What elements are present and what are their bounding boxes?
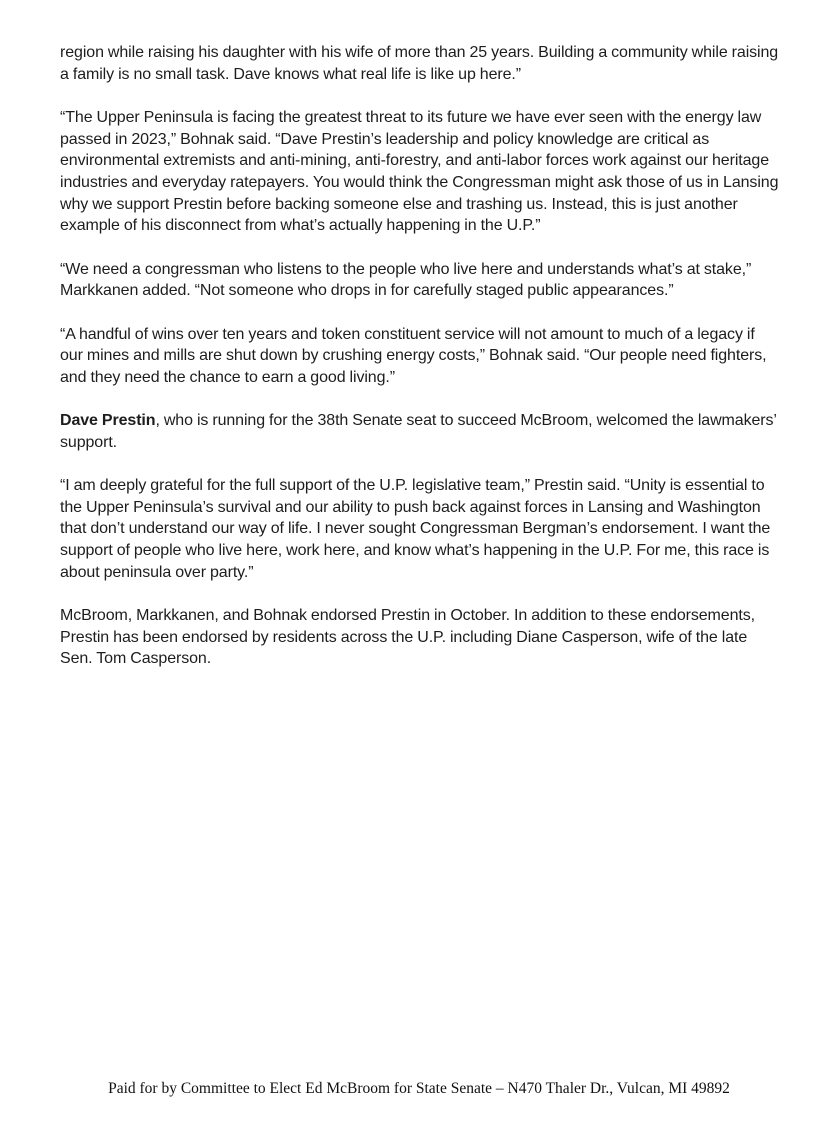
paragraph-4: “A handful of wins over ten years and token constituent service will not amount to much of a legacy if our mines and mills are shut down by crushing energy costs,” Bohnak said. “Our people need fighters, and they need the chance to earn a good living.”: [60, 325, 767, 386]
paragraph-6: “I am deeply grateful for the full support of the U.P. legislative team,” Prestin said. “Unity is essential to the Upper Peninsula’s survival and our ability to push back against forces in Lansing and Washington that don’t understand our way of life. I never sought Congressman Bergman’s endorsement. I want the support of people who live here, work here, and know what’s happening in the U.P. For me, this race is about peninsula over party.”: [60, 477, 771, 581]
footer-disclaimer: Paid for by Committee to Elect Ed McBroom for State Senate – N470 Thaler Dr., Vulcan, MI 49892: [108, 1080, 730, 1098]
paragraph-3: “We need a congressman who listens to the people who live here and understands what’s at stake,” Markkanen added. “Not someone who drops in for carefully staged public appearances.”: [60, 260, 752, 300]
paragraph-5-text: , who is running for the 38th Senate seat to succeed McBroom, welcomed the lawmakers’ support.: [60, 412, 777, 451]
bold-name-dave-prestin: Dave Prestin: [60, 412, 156, 430]
paragraph-2: “The Upper Peninsula is facing the greatest threat to its future we have ever seen with the energy law passed in 2023,” Bohnak said. “Dave Prestin’s leadership and policy knowledge are critical as environmental extremists and anti-mining, anti-forestry, and anti-labor forces work against our heritage industries and everyday ratepayers. You would think the Congressman might ask those of us in Lansing why we support Prestin before backing someone else and trashing us. Instead, this is just another example of his disconnect from what’s actually happening in the U.P.”: [60, 108, 779, 235]
paragraph-7: McBroom, Markkanen, and Bohnak endorsed Prestin in October. In addition to these endorsements, Prestin has been endorsed by residents across the U.P. including Diane Casperson, wife of the late Sen. Tom Casperson.: [60, 607, 755, 668]
paragraph-1: region while raising his daughter with his wife of more than 25 years. Building a community while raising a family is no small task. Dave knows what real life is like up here.”: [60, 44, 779, 83]
paragraph-5: [60, 410, 779, 453]
